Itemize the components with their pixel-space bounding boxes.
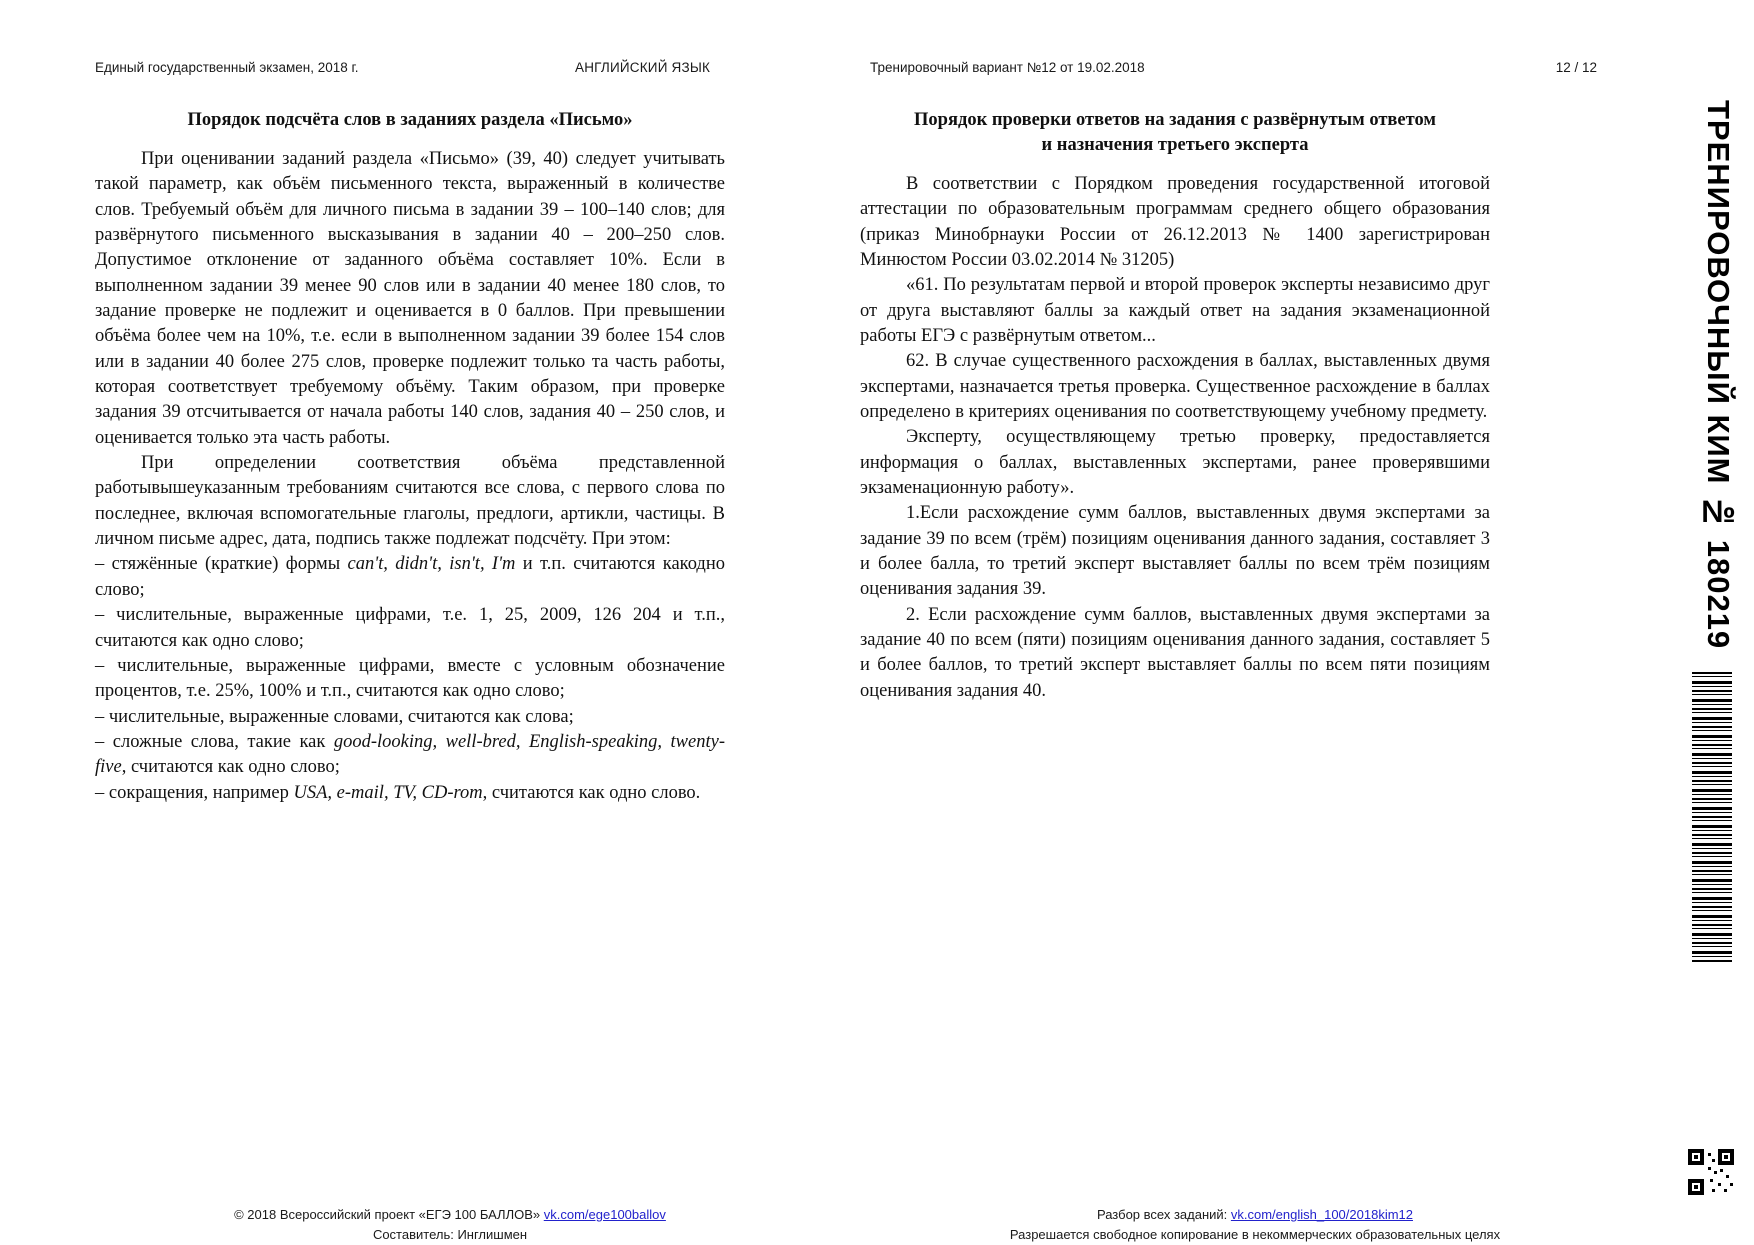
barcode-icon [1692, 672, 1732, 962]
right-paragraph-3: 62. В случае существенного расхождения в баллах, выставленных двумя экспертами, назначается третья проверка. Существенное расхождение в баллах определено в критериях оценивания по соответствующему учебному предмету. [860, 351, 1490, 423]
page-header [95, 60, 1665, 78]
vertical-kim-title: ТРЕНИРОВОЧНЫЙ КИМ № 180219 [1701, 100, 1736, 650]
left-bullet-5 [95, 730, 725, 781]
footer-solutions-label: Разбор всех заданий: [1096, 1207, 1231, 1222]
left-bullet-6 [95, 781, 725, 806]
header-page-number: 12 / 12 [1555, 60, 1597, 75]
left-bullet-5-pre: – сложные слова, такие как [95, 731, 334, 752]
right-column-title-line2: и назначения третьего эксперта [1041, 134, 1309, 155]
right-paragraph-2: «61. По результатам первой и второй проверок эксперты независимо друг от друга выставляют баллы за каждый ответ на задания экзаменационной работы ЕГЭ с развёрнутым ответом... [860, 275, 1490, 346]
left-bullet-3: – числительные, выраженные цифрами, вместе с условным обозначение процентов, т.е. 25%, 100% и т.п., считаются как одно слово; [95, 655, 725, 702]
footer-left [215, 1205, 685, 1245]
left-bullet-6-post: , считаются как одно слово. [482, 782, 701, 803]
left-bullet-1 [95, 552, 725, 603]
left-bullet-5-post: , считаются как одно слово; [121, 757, 340, 778]
left-bullet-5-italic: good-looking, well-bred, English-speaking, twenty-five [95, 731, 725, 778]
left-paragraph-1: При оценивании заданий раздела «Письмо» (39, 40) следует учитывать такой параметр, как объём письменного текста, выраженный в количестве слов. Требуемый объём для личного письма в задании 39 – 100–140 слов; для развёрнутого письменного высказывания в задании 40 – 200–250 слов. Допустимое отклонение от заданного объёма составляет 10%. Если в выполненном задании 39 менее 90 слов или в задании 40 менее 180 слов, то задание проверке не подлежит и оценивается в 0 баллов. При превышении объёма более чем на 10%, т.е. если в выполненном задании 39 более 154 слов или в задании 40 более 275 слов, проверке подлежит только та часть работы, которая соответствует требуемому объёму. Таким образом, при проверке задания 39 отсчитывается от начала работы 140 слов, задания 40 – 250 слов, и оценивается только эта часть работы. [95, 148, 725, 448]
right-column-title [860, 108, 1490, 158]
footer-copyright: © 2018 Всероссийский проект «ЕГЭ 100 БАЛЛОВ» [234, 1207, 544, 1222]
header-subject: АНГЛИЙСКИЙ ЯЗЫК [575, 60, 711, 75]
footer-author: Составитель: Инглишмен [372, 1227, 528, 1243]
left-bullet-4: – числительные, выраженные словами, считаются как слова; [95, 706, 574, 727]
right-column [860, 108, 1490, 704]
left-bullet-1-pre: – стяжённые (краткие) формы [95, 554, 348, 575]
left-paragraph-2: При определении соответствия объёма представленной работывышеуказанным требованиям считаются все слова, с первого слова по последнее, включая вспомогательные глаголы, предлоги, артикли, частицы. В личном письме адрес, дата, подпись также подлежат подсчёту. При этом: [95, 453, 725, 550]
footer-project-link[interactable]: vk.com/ege100ballov [543, 1207, 666, 1222]
left-bullet-1-italic: can't, didn't, isn't, I'm [347, 554, 516, 575]
left-bullet-6-italic: USA, e-mail, TV, CD-rom [293, 782, 483, 803]
right-paragraph-4: Эксперту, осуществляющему третью проверку, предоставляется информация о баллах, выставленных экспертами, ранее проверявшими экзаменационную работу». [860, 427, 1490, 499]
right-paragraph-6: 2. Если расхождение сумм баллов, выставленных двумя экспертами за задание 40 по всем (пяти) позициям оценивания данного задания, составляет 5 и более баллов, то третий эксперт выставляет баллы по всем пяти позициям оценивания задания 40. [860, 604, 1490, 701]
footer-right [885, 1205, 1625, 1245]
left-column [95, 108, 725, 806]
right-paragraph-5: 1.Если расхождение сумм баллов, выставленных двумя экспертами за задание 39 по всем (трём) позициям оценивания данного задания, составляет 3 и более балла, то третий эксперт выставляет баллы по всем трём позициям оценивания задания 39. [860, 503, 1490, 600]
left-bullet-6-pre: – сокращения, например [95, 782, 294, 803]
left-bullet-1-post: и т.п. считаются какодно слово; [95, 554, 725, 600]
header-exam-label: Единый государственный экзамен, 2018 г. [95, 60, 359, 75]
right-column-title-line1: Порядок проверки ответов на задания с развёрнутым ответом [914, 110, 1436, 130]
right-paragraph-1: В соответствии с Порядком проведения государственной итоговой аттестации по образовательным программам среднего общего образования (приказ Минобрнауки России от 26.12.2013 № 1400 зарегистрирован Минюстом России 03.02.2014 № 31205) [860, 173, 1490, 270]
header-variant: Тренировочный вариант №12 от 19.02.2018 [870, 60, 1145, 75]
qr-code-icon [1688, 1149, 1734, 1195]
footer-solutions-link[interactable]: vk.com/english_100/2018kim12 [1230, 1207, 1413, 1222]
left-bullet-2: – числительные, выраженные цифрами, т.е. 1, 25, 2009, 126 204 и т.п., считаются как одно слово; [95, 605, 725, 651]
left-column-title: Порядок подсчёта слов в заданиях раздела «Письмо» [187, 110, 633, 130]
footer-copy-notice: Разрешается свободное копирование в некоммерческих образовательных целях [1009, 1227, 1501, 1243]
